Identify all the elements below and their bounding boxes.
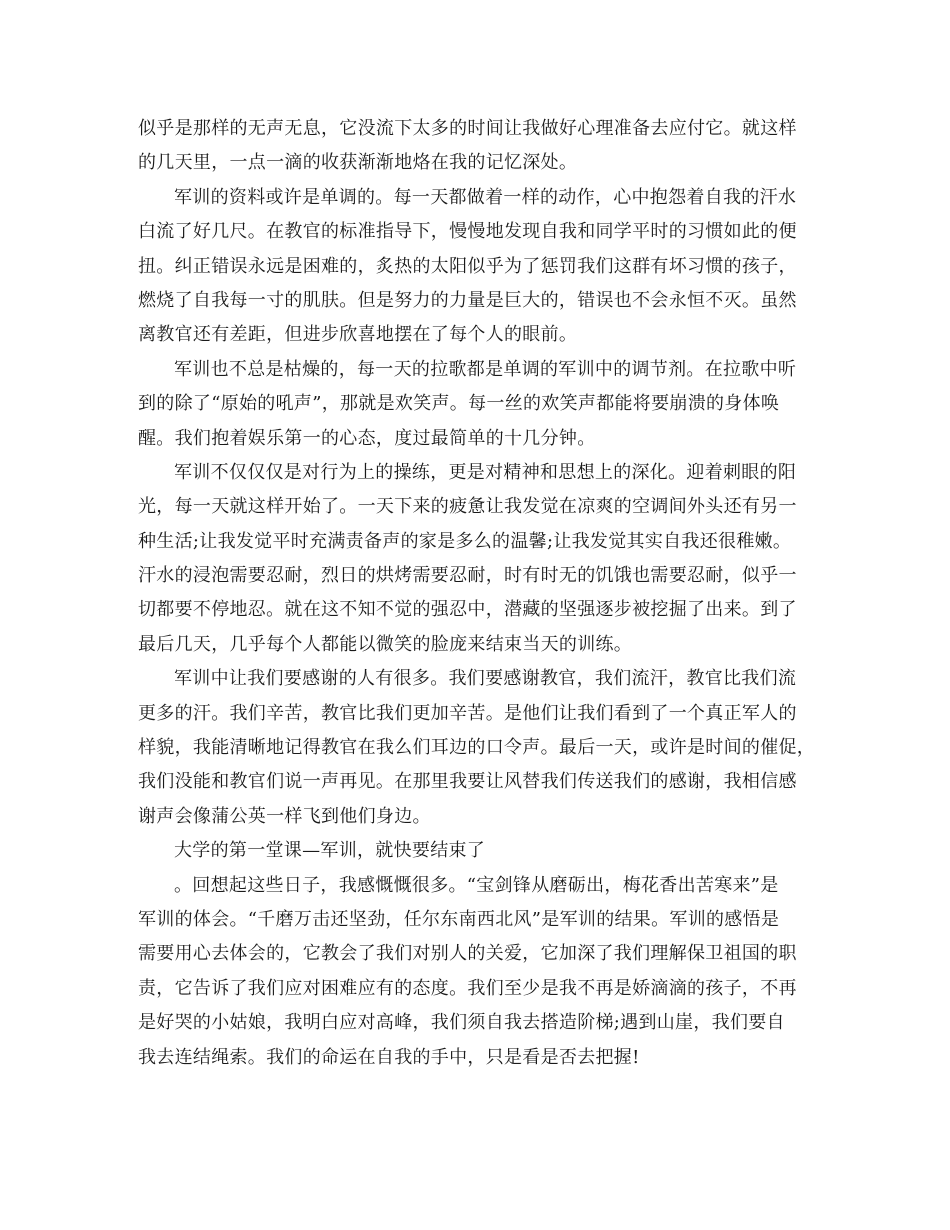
text-line: 责，它告诉了我们应对困难应有的态度。我们至少是我不再是娇滴滴的孩子，不再 [138, 977, 797, 999]
text-line: 我们没能和教官们说一声再见。在那里我要让风替我们传送我们的感谢，我相信感 [138, 771, 797, 793]
text-line: 样貌，我能清晰地记得教官在我么们耳边的口令声。最后一天，或许是时间的催促， [138, 737, 816, 759]
text-line: 种生活;让我发觉平时充满责备声的家是多么的温馨;让我发觉其实自我还很稚嫩。 [138, 530, 792, 552]
text-line: 扭。纠正错误永远是困难的，炙热的太阳似乎为了惩罚我们这群有坏习惯的孩子， [138, 255, 797, 277]
text-line: 燃烧了自我每一寸的肌肤。但是努力的力量是巨大的，错误也不会永恒不灭。虽然 [138, 289, 797, 311]
text-line: 是好哭的小姑娘，我明白应对高峰，我们须自我去搭造阶梯;遇到山崖，我们要自 [138, 1012, 785, 1034]
text-line: 到的除了“原始的吼声”，那就是欢笑声。每一丝的欢笑声都能将要崩溃的身体唤 [138, 393, 780, 415]
text-line: 似乎是那样的无声无息，它没流下太多的时间让我做好心理准备去应付它。就这样 [138, 118, 797, 139]
text-line: 军训不仅仅仅是对行为上的操练，更是对精神和思想上的深化。迎着刺眼的阳 [174, 461, 797, 483]
text-line: 军训也不总是枯燥的，每一天的拉歌都是单调的军训中的调节剂。在拉歌中听 [174, 358, 797, 380]
text-line: 醒。我们抱着娱乐第一的心态，度过最简单的十几分钟。 [138, 427, 596, 449]
text-line: 光，每一天就这样开始了。一天下来的疲惫让我发觉在凉爽的空调间外头还有另一 [138, 496, 797, 518]
text-line: 离教官还有差距，但进步欣喜地摆在了每个人的眼前。 [138, 324, 578, 346]
text-line: 大学的第一堂课—军训，就快要结束了 [174, 840, 486, 862]
text-line: 更多的汗。我们辛苦，教官比我们更加辛苦。是他们让我们看到了一个真正军人的 [138, 702, 797, 724]
text-line: 最后几天，几乎每个人都能以微笑的脸庞来结束当天的训练。 [138, 633, 633, 655]
text-line: 白流了好几尺。在教官的标准指导下，慢慢地发现自我和同学平时的习惯如此的便 [138, 221, 797, 243]
text-line: 军训的体会。“千磨万击还坚劲，任尔东南西北风”是军训的结果。军训的感悟是 [138, 908, 780, 930]
text-line: 谢声会像蒲公英一样飞到他们身边。 [138, 805, 431, 827]
text-line: 汗水的浸泡需要忍耐，烈日的烘烤需要忍耐，时有时无的饥饿也需要忍耐，似乎一 [138, 565, 797, 587]
text-line: 我去连结绳索。我们的命运在自我的手中，只是看是否去把握! [138, 1046, 640, 1068]
text-line: 军训中让我们要感谢的人有很多。我们要感谢教官，我们流汗，教官比我们流 [174, 668, 797, 690]
text-line: 的几天里，一点一滴的收获渐渐地烙在我的记忆深处。 [138, 152, 578, 174]
text-line: 需要用心去体会的，它教会了我们对别人的关爱，它加深了我们理解保卫祖国的职 [138, 943, 797, 965]
text-line: 切都要不停地忍。就在这不知不觉的强忍中，潜藏的坚强逐步被挖掘了出来。到了 [138, 599, 797, 621]
text-line: 军训的资料或许是单调的。每一天都做着一样的动作，心中抱怨着自我的汗水 [174, 186, 797, 208]
document-body [138, 112, 814, 1075]
text-line: 。回想起这些日子，我感慨慨很多。“宝剑锋从磨砺出，梅花香出苦寒来”是 [174, 874, 779, 896]
